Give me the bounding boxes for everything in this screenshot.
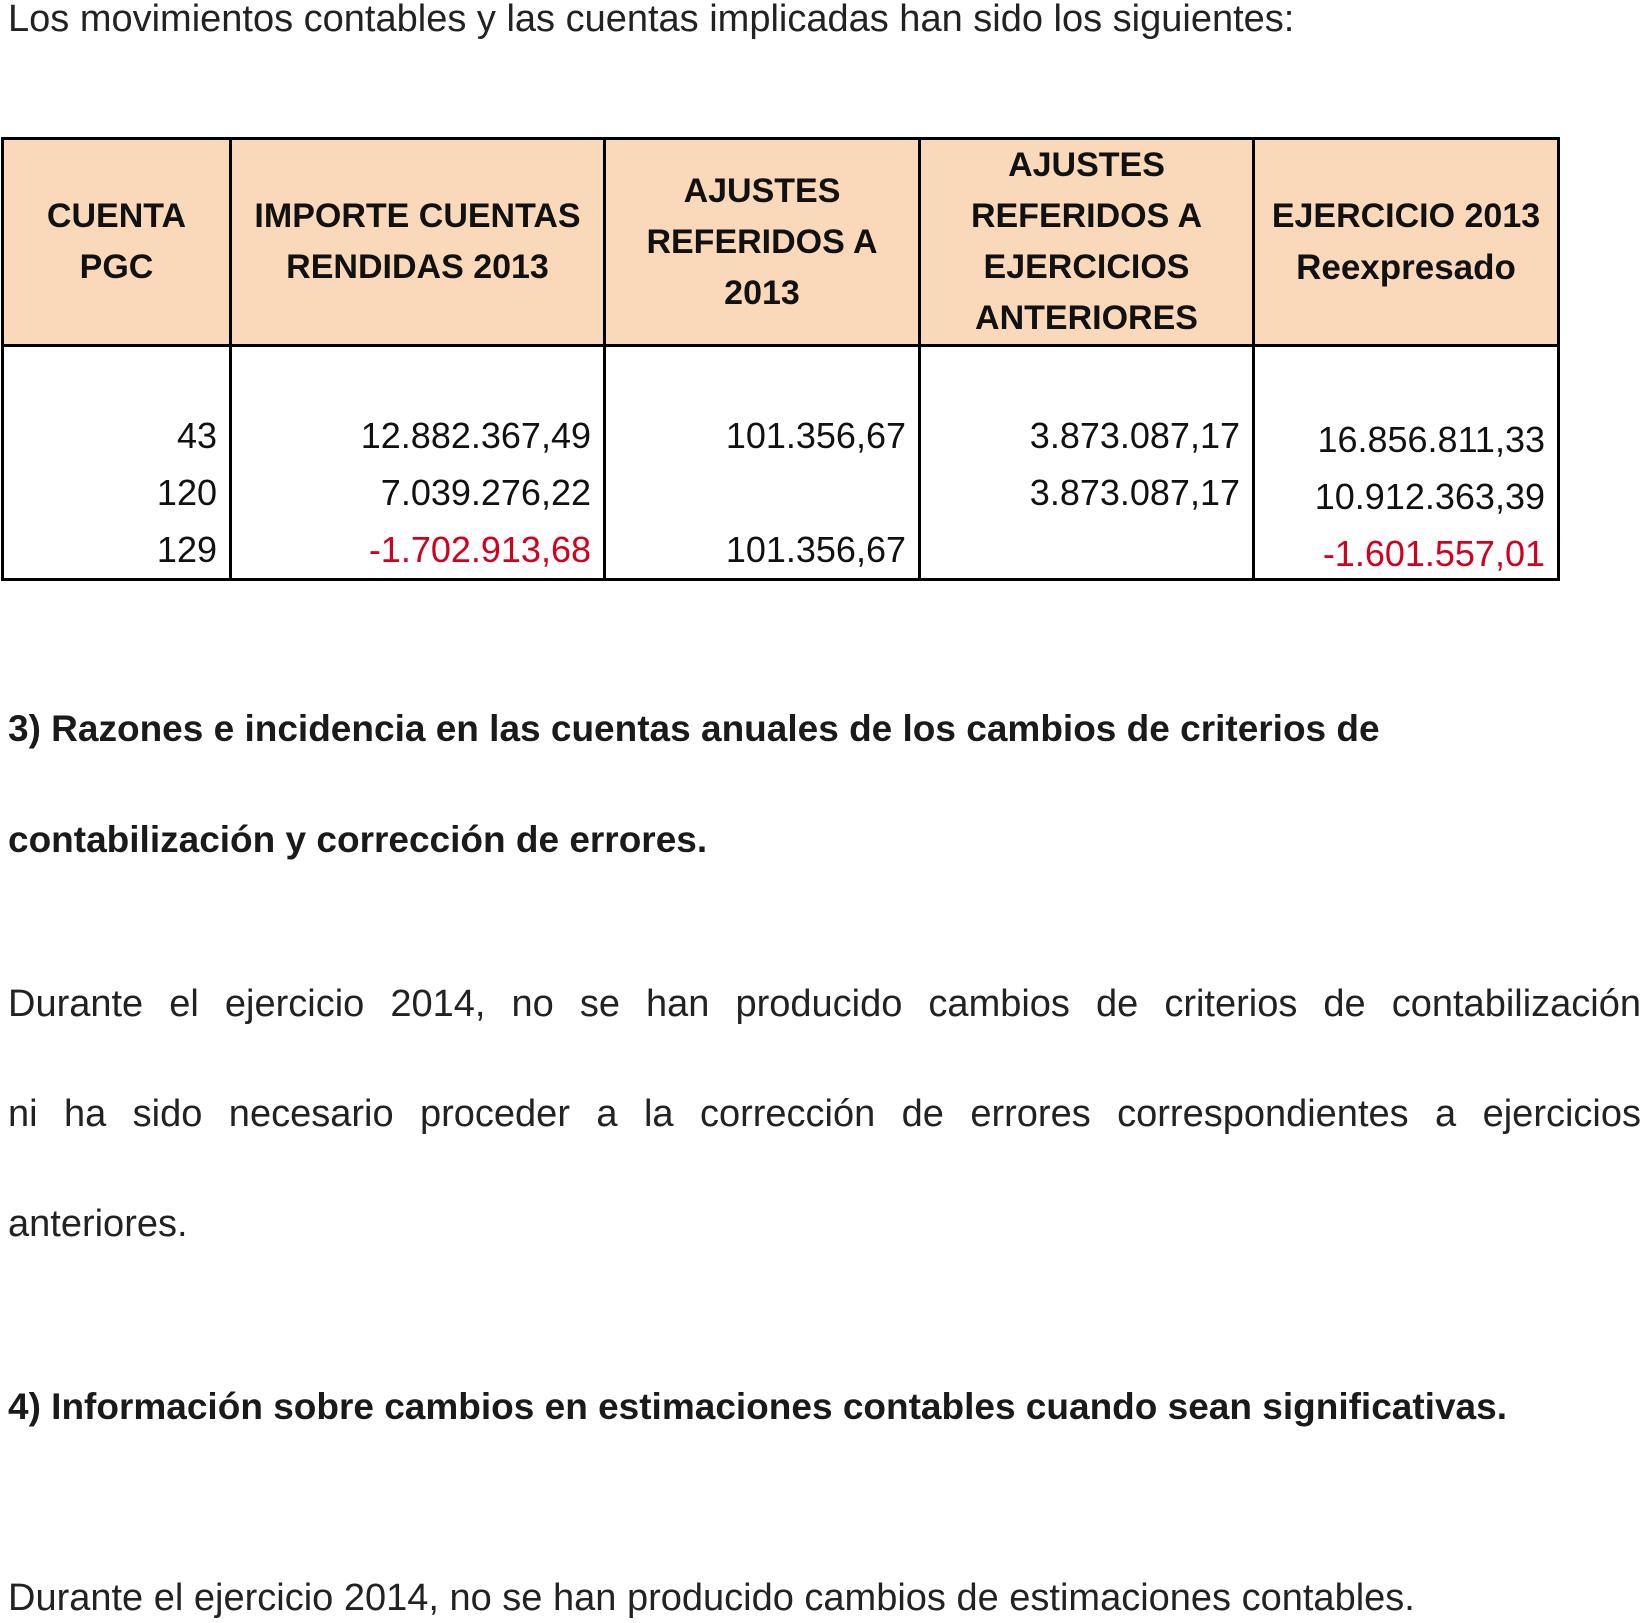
header-line: ANTERIORES	[975, 299, 1198, 337]
paragraph-line: ni ha sido necesario proceder a la corrección de errores correspondientes a ejercicios	[8, 1093, 1641, 1135]
column-reexpresado	[1254, 346, 1559, 580]
table-body-row	[3, 346, 1559, 580]
header-line: EJERCICIO 2013	[1271, 197, 1541, 235]
column-importe	[231, 346, 605, 580]
importe-129: -1.702.913,68	[368, 529, 591, 570]
header-ejercicio-reexpresado	[1254, 139, 1559, 346]
importe-43: 12.882.367,49	[360, 415, 591, 456]
header-importe-cuentas	[231, 139, 605, 346]
header-line: 2013	[724, 273, 800, 312]
ajustes-2013-43: 101.356,67	[725, 415, 906, 456]
header-line: EJERCICIOS	[983, 248, 1190, 286]
header-line: IMPORTE CUENTAS	[254, 197, 581, 235]
reexpresado-120: 10.912.363,39	[1314, 476, 1545, 517]
header-line: RENDIDAS 2013	[286, 248, 549, 286]
header-line: REFERIDOS A	[970, 197, 1203, 235]
cuenta-129: 129	[156, 529, 217, 570]
intro-text: Los movimientos contables y las cuentas implicadas han sido los siguientes:	[8, 0, 1295, 40]
paragraph-line: Durante el ejercicio 2014, no se han producido cambios de estimaciones contables.	[8, 1577, 1415, 1619]
ajustes-anteriores-129	[933, 521, 1240, 578]
cuenta-120: 120	[156, 472, 217, 513]
table-header-row	[3, 139, 1559, 346]
accounting-movements-table	[1, 137, 1560, 581]
header-ajustes-anteriores	[920, 139, 1254, 346]
column-ajustes-anteriores	[920, 346, 1254, 580]
section-3-paragraph	[8, 979, 1641, 1249]
paragraph-line: Durante el ejercicio 2014, no se han producido cambios de criterios de contabilización	[8, 983, 1641, 1025]
header-line: AJUSTES	[1008, 146, 1165, 184]
header-line: Reexpresado	[1296, 248, 1516, 287]
reexpresado-129: -1.601.557,01	[1322, 533, 1545, 574]
ajustes-anteriores-120: 3.873.087,17	[1029, 472, 1240, 513]
cuenta-43: 43	[176, 415, 217, 456]
importe-120: 7.039.276,22	[380, 472, 591, 513]
section-3-heading-line-2: contabilización y corrección de errores.	[8, 819, 708, 860]
paragraph-line: anteriores.	[8, 1203, 188, 1245]
section-4-heading: 4) Información sobre cambios en estimaciones contables cuando sean significativas.	[8, 1386, 1507, 1427]
header-line: REFERIDOS A	[646, 222, 878, 261]
header-ajustes-2013	[605, 139, 920, 346]
column-ajustes-2013	[605, 346, 920, 580]
header-line: CUENTA	[46, 197, 187, 235]
ajustes-anteriores-43: 3.873.087,17	[1029, 415, 1240, 456]
section-4-paragraph	[8, 1573, 1641, 1623]
section-3-heading-line-1: 3) Razones e incidencia en las cuentas anuales de los cambios de criterios de	[8, 708, 1380, 749]
ajustes-2013-120	[618, 464, 906, 521]
header-line: PGC	[79, 248, 154, 286]
reexpresado-43: 16.856.811,33	[1317, 419, 1545, 460]
header-cuenta-pgc	[3, 139, 231, 346]
ajustes-2013-129: 101.356,67	[725, 529, 906, 570]
column-cuenta	[3, 346, 231, 580]
header-line: AJUSTES	[683, 171, 841, 210]
